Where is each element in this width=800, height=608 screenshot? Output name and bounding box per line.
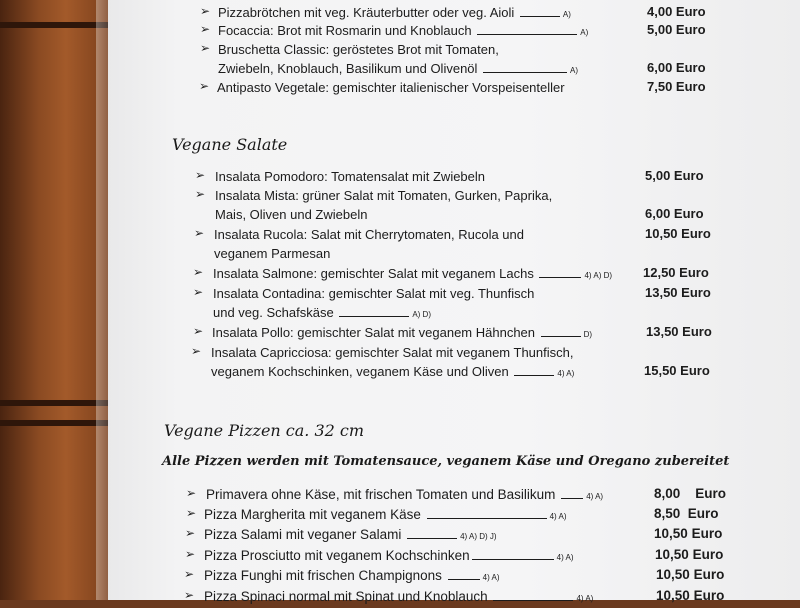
plank-gap xyxy=(0,22,110,28)
arrow-bullet-icon: ➢ xyxy=(185,526,196,540)
arrow-bullet-icon: ➢ xyxy=(193,265,204,279)
item-price: 10,50 Euro xyxy=(656,567,725,582)
item-price: 13,50 Euro xyxy=(646,324,712,339)
menu-item: Insalata Pollo: gemischter Salat mit veganem Hähnchen D) xyxy=(212,325,593,340)
menu-item-line: veganem Kochschinken, veganem Käse und Oliven 4) A) xyxy=(211,364,575,379)
item-price: 10,50 Euro xyxy=(655,547,724,562)
arrow-bullet-icon: ➢ xyxy=(194,226,205,240)
item-price: 5,00 Euro xyxy=(645,168,704,183)
plank-gap xyxy=(0,420,110,426)
plank-gap xyxy=(0,400,110,406)
menu-item-line: Insalata Mista: grüner Salat mit Tomaten, Gurken, Paprika, xyxy=(215,188,553,203)
arrow-bullet-icon: ➢ xyxy=(200,41,211,55)
menu-item: Pizza Funghi mit frischen Champignons 4) A) xyxy=(204,568,500,583)
arrow-bullet-icon: ➢ xyxy=(199,79,210,93)
arrow-bullet-icon: ➢ xyxy=(186,506,197,520)
arrow-bullet-icon: ➢ xyxy=(193,324,204,338)
menu-item-line: Bruschetta Classic: geröstetes Brot mit Tomaten, xyxy=(218,42,499,57)
item-price: 15,50 Euro xyxy=(644,363,710,378)
menu-item: Pizzabrötchen mit veg. Kräuterbutter oder veg. Aioli A) xyxy=(218,5,571,20)
menu-item: Insalata Pomodoro: Tomatensalat mit Zwiebeln xyxy=(215,169,486,184)
menu-item-line: Zwiebeln, Knoblauch, Basilikum und Olivenöl A) xyxy=(218,61,579,76)
arrow-bullet-icon: ➢ xyxy=(200,4,211,18)
menu-item: Pizza Salami mit veganer Salami 4) A) D) J) xyxy=(204,527,497,542)
arrow-bullet-icon: ➢ xyxy=(191,344,202,358)
item-price: 8,00 Euro xyxy=(654,486,727,501)
item-price: 6,00 Euro xyxy=(647,60,706,75)
menu-item-line: Mais, Oliven und Zwiebeln xyxy=(215,207,368,222)
arrow-bullet-icon: ➢ xyxy=(186,486,197,500)
arrow-bullet-icon: ➢ xyxy=(195,168,206,182)
item-price: 10,50 Euro xyxy=(654,526,723,541)
item-price: 12,50 Euro xyxy=(643,265,709,280)
item-price: 5,00 Euro xyxy=(647,22,706,37)
menu-item-line: Insalata Contadina: gemischter Salat mit veg. Thunfisch xyxy=(213,286,535,301)
item-price: 7,50 Euro xyxy=(647,79,706,94)
arrow-bullet-icon: ➢ xyxy=(195,187,206,201)
section-subtitle: Alle Pizzen werden mit Tomatensauce, veganem Käse und Oregano zubereitet xyxy=(162,454,730,469)
item-price: 4,00 Euro xyxy=(647,4,706,19)
menu-item-line: Insalata Capricciosa: gemischter Salat mit veganem Thunfisch, xyxy=(211,345,574,360)
menu-item-line: Insalata Rucola: Salat mit Cherrytomaten, Rucola und xyxy=(214,227,524,242)
item-price: 8,50 Euro xyxy=(654,506,719,521)
wooden-table xyxy=(0,0,110,600)
arrow-bullet-icon: ➢ xyxy=(185,547,196,561)
menu-item-line: und veg. Schafskäse A) D) xyxy=(213,305,431,320)
menu-item-line: veganem Parmesan xyxy=(214,246,331,261)
arrow-bullet-icon: ➢ xyxy=(193,285,204,299)
section-heading-pizzen: Vegane Pizzen ca. 32 cm xyxy=(164,421,365,440)
item-price: 6,00 Euro xyxy=(645,206,704,221)
menu-item: Pizza Prosciutto mit veganem Kochschinken 4) A) xyxy=(204,548,574,563)
item-price: 13,50 Euro xyxy=(645,285,711,300)
arrow-bullet-icon: ➢ xyxy=(184,588,195,602)
menu-item: Primavera ohne Käse, mit frischen Tomaten und Basilikum 4) A) xyxy=(206,487,604,502)
section-heading-salate: Vegane Salate xyxy=(172,135,288,154)
arrow-bullet-icon: ➢ xyxy=(184,567,195,581)
item-price: 10,50 Euro xyxy=(656,588,725,603)
menu-item: Pizza Spinaci normal mit Spinat und Knoblauch 4) A) xyxy=(204,589,594,604)
arrow-bullet-icon: ➢ xyxy=(200,22,211,36)
menu-item: Antipasto Vegetale: gemischter italienischer Vorspeisenteller xyxy=(217,80,565,95)
menu-item: Focaccia: Brot mit Rosmarin und Knoblauch A) xyxy=(218,23,589,38)
menu-item: Pizza Margherita mit veganem Käse 4) A) xyxy=(204,507,567,522)
menu-item: Insalata Salmone: gemischter Salat mit veganem Lachs 4) A) D) xyxy=(213,266,613,281)
item-price: 10,50 Euro xyxy=(645,226,711,241)
